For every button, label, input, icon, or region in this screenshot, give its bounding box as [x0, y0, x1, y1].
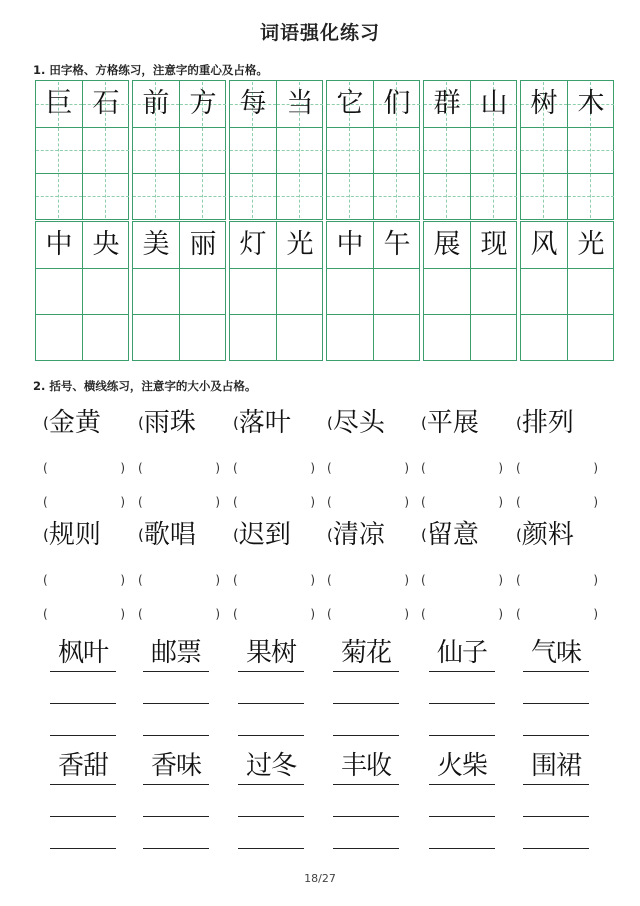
practice-square[interactable]	[83, 127, 129, 174]
practice-square[interactable]	[327, 173, 373, 220]
model-character: 石	[92, 88, 120, 119]
paren-open: (	[43, 461, 48, 475]
paren-open: (	[516, 526, 522, 544]
paren-open: (	[43, 607, 48, 621]
section-1-heading: 1. 田字格、方格练习，注意字的重心及占格。	[33, 63, 268, 77]
practice-square[interactable]	[133, 314, 179, 361]
paren-open: (	[43, 414, 49, 432]
line-word: 枫叶	[57, 638, 108, 668]
paren-open: (	[516, 607, 521, 621]
practice-square[interactable]	[327, 268, 373, 315]
empty-bracket-blank[interactable]	[43, 494, 125, 510]
paren-open: (	[138, 495, 143, 509]
bracket-word-text: 雨珠	[143, 408, 196, 438]
paren-open: (	[421, 414, 427, 432]
paren-close: )	[120, 573, 125, 587]
bracket-word	[327, 520, 385, 550]
paren-open: (	[233, 414, 239, 432]
practice-square[interactable]	[230, 127, 276, 174]
paren-open: (	[421, 461, 426, 475]
practice-square[interactable]	[36, 268, 82, 315]
practice-square[interactable]	[133, 173, 179, 220]
bracket-word-text: 颜料	[521, 520, 574, 550]
word-cell	[326, 221, 420, 361]
writing-line[interactable]	[238, 816, 304, 817]
word-cell	[326, 80, 420, 220]
paren-close: )	[310, 607, 315, 621]
writing-line[interactable]	[238, 703, 304, 704]
paren-open: (	[43, 573, 48, 587]
bracket-word	[421, 520, 479, 550]
word-cell	[132, 221, 226, 361]
practice-square[interactable]	[521, 268, 567, 315]
practice-square[interactable]	[36, 127, 82, 174]
char-column	[276, 222, 323, 360]
practice-square[interactable]	[277, 127, 323, 174]
empty-bracket-blank[interactable]	[233, 460, 315, 476]
model-character: 木	[577, 88, 605, 119]
bracket-word-text: 歌唱	[143, 520, 196, 550]
practice-square[interactable]	[374, 268, 420, 315]
word-cell	[132, 80, 226, 220]
practice-square[interactable]	[180, 127, 226, 174]
line-word: 气味	[530, 638, 581, 668]
model-character: 群	[433, 88, 461, 119]
practice-square[interactable]	[180, 314, 226, 361]
practice-square[interactable]	[277, 268, 323, 315]
word-cell	[423, 221, 517, 361]
model-character: 中	[45, 229, 73, 260]
empty-bracket-blank[interactable]	[233, 494, 315, 510]
paren-close: )	[310, 495, 315, 509]
writing-line[interactable]	[429, 703, 495, 704]
empty-bracket-blank[interactable]	[327, 494, 409, 510]
paren-close: )	[498, 495, 503, 509]
practice-square[interactable]	[568, 268, 614, 315]
char-column	[521, 81, 567, 219]
model-character: 展	[433, 229, 461, 260]
model-character: 它	[336, 88, 364, 119]
practice-square[interactable]	[374, 127, 420, 174]
word-underline	[238, 671, 304, 672]
empty-bracket-blank[interactable]	[233, 572, 315, 588]
paren-close: )	[404, 607, 409, 621]
practice-square[interactable]	[424, 268, 470, 315]
bracket-word-text: 迟到	[238, 520, 291, 550]
writing-line[interactable]	[429, 816, 495, 817]
bracket-word	[138, 408, 196, 438]
bracket-word-text: 平展	[426, 408, 479, 438]
practice-square[interactable]	[471, 127, 517, 174]
paren-open: (	[233, 461, 238, 475]
writing-line[interactable]	[523, 703, 589, 704]
word-underline	[238, 784, 304, 785]
paren-open: (	[516, 461, 521, 475]
tianzige-row-2	[35, 221, 609, 361]
paren-close: )	[215, 573, 220, 587]
bracket-word	[516, 520, 574, 550]
word-underline	[523, 671, 589, 672]
writing-line[interactable]	[50, 816, 116, 817]
paren-open: (	[138, 526, 144, 544]
practice-square[interactable]	[83, 314, 129, 361]
bracket-word	[43, 408, 101, 438]
practice-square[interactable]	[471, 314, 517, 361]
empty-bracket-blank[interactable]	[138, 572, 220, 588]
practice-square[interactable]	[424, 127, 470, 174]
empty-bracket-blank[interactable]	[43, 460, 125, 476]
paren-open: (	[327, 526, 333, 544]
writing-line[interactable]	[50, 735, 116, 736]
word-underline	[143, 784, 209, 785]
paren-open: (	[233, 495, 238, 509]
char-column	[276, 81, 323, 219]
word-underline	[333, 671, 399, 672]
paren-close: )	[498, 461, 503, 475]
char-column	[36, 81, 82, 219]
model-character: 前	[142, 88, 170, 119]
paren-open: (	[138, 573, 143, 587]
char-column	[327, 81, 373, 219]
practice-square[interactable]	[374, 314, 420, 361]
char-column	[179, 81, 226, 219]
empty-bracket-blank[interactable]	[516, 460, 598, 476]
char-column	[133, 81, 179, 219]
paren-close: )	[120, 607, 125, 621]
char-column	[470, 222, 517, 360]
paren-close: )	[310, 461, 315, 475]
writing-line[interactable]	[429, 848, 495, 849]
paren-open: (	[421, 607, 426, 621]
practice-square[interactable]	[36, 314, 82, 361]
word-underline	[143, 671, 209, 672]
word-cell	[423, 80, 517, 220]
tianzige-row-1	[35, 80, 609, 220]
practice-square[interactable]	[568, 314, 614, 361]
line-word: 仙子	[436, 638, 487, 668]
practice-square[interactable]	[424, 314, 470, 361]
model-character: 山	[480, 88, 508, 119]
writing-line[interactable]	[523, 735, 589, 736]
char-column	[567, 222, 614, 360]
char-column	[567, 81, 614, 219]
practice-square[interactable]	[327, 314, 373, 361]
line-word: 果树	[245, 638, 296, 668]
model-character: 丽	[189, 229, 217, 260]
model-character: 当	[286, 88, 314, 119]
paren-open: (	[327, 414, 333, 432]
char-column	[470, 81, 517, 219]
writing-line[interactable]	[238, 735, 304, 736]
line-word: 围裙	[530, 751, 581, 781]
word-underline	[50, 784, 116, 785]
model-character: 风	[530, 229, 558, 260]
paren-open: (	[516, 495, 521, 509]
writing-line[interactable]	[143, 848, 209, 849]
empty-bracket-blank[interactable]	[138, 494, 220, 510]
empty-bracket-blank[interactable]	[421, 494, 503, 510]
char-column	[424, 81, 470, 219]
empty-bracket-blank[interactable]	[421, 460, 503, 476]
writing-line[interactable]	[333, 703, 399, 704]
empty-bracket-blank[interactable]	[138, 460, 220, 476]
char-column	[521, 222, 567, 360]
paren-close: )	[120, 495, 125, 509]
paren-open: (	[327, 607, 332, 621]
word-underline	[523, 784, 589, 785]
practice-square[interactable]	[36, 173, 82, 220]
word-cell	[520, 80, 614, 220]
writing-line[interactable]	[143, 816, 209, 817]
model-character: 方	[189, 88, 217, 119]
line-word: 丰收	[340, 751, 391, 781]
empty-bracket-blank[interactable]	[421, 572, 503, 588]
word-underline	[429, 784, 495, 785]
practice-square[interactable]	[230, 314, 276, 361]
char-column	[133, 222, 179, 360]
empty-bracket-blank[interactable]	[516, 494, 598, 510]
paren-close: )	[498, 607, 503, 621]
paren-open: (	[233, 526, 239, 544]
paren-open: (	[233, 607, 238, 621]
paren-close: )	[593, 573, 598, 587]
line-word: 香味	[150, 751, 201, 781]
model-character: 光	[577, 229, 605, 260]
writing-line[interactable]	[333, 816, 399, 817]
paren-close: )	[404, 573, 409, 587]
model-character: 树	[530, 88, 558, 119]
paren-open: (	[516, 573, 521, 587]
model-character: 央	[92, 229, 120, 260]
bracket-word-text: 金黄	[48, 408, 101, 438]
empty-bracket-blank[interactable]	[421, 606, 503, 622]
bracket-word	[421, 408, 479, 438]
paren-open: (	[327, 461, 332, 475]
word-cell	[35, 80, 129, 220]
practice-square[interactable]	[568, 173, 614, 220]
word-cell	[229, 80, 323, 220]
paren-close: )	[593, 607, 598, 621]
writing-line[interactable]	[333, 735, 399, 736]
char-column	[36, 222, 82, 360]
bracket-word-text: 排列	[521, 408, 574, 438]
bracket-word	[43, 520, 101, 550]
model-character: 光	[286, 229, 314, 260]
practice-square[interactable]	[83, 173, 129, 220]
paren-close: )	[215, 495, 220, 509]
practice-square[interactable]	[568, 127, 614, 174]
paren-close: )	[593, 495, 598, 509]
practice-square[interactable]	[374, 173, 420, 220]
practice-square[interactable]	[471, 268, 517, 315]
bracket-word-text: 规则	[48, 520, 101, 550]
char-column	[230, 222, 276, 360]
line-word: 火柴	[436, 751, 487, 781]
paren-open: (	[138, 414, 144, 432]
writing-line[interactable]	[50, 848, 116, 849]
empty-bracket-blank[interactable]	[43, 572, 125, 588]
practice-square[interactable]	[133, 127, 179, 174]
paren-open: (	[327, 573, 332, 587]
bracket-word	[516, 408, 574, 438]
practice-square[interactable]	[83, 268, 129, 315]
practice-square[interactable]	[327, 127, 373, 174]
word-underline	[429, 671, 495, 672]
bracket-word	[327, 408, 385, 438]
paren-close: )	[310, 573, 315, 587]
writing-line[interactable]	[143, 703, 209, 704]
line-word: 菊花	[340, 638, 391, 668]
word-cell	[520, 221, 614, 361]
writing-line[interactable]	[143, 735, 209, 736]
char-column	[179, 222, 226, 360]
char-column	[327, 222, 373, 360]
writing-line[interactable]	[523, 848, 589, 849]
model-character: 灯	[239, 229, 267, 260]
paren-close: )	[593, 461, 598, 475]
paren-close: )	[120, 461, 125, 475]
writing-line[interactable]	[238, 848, 304, 849]
paren-open: (	[138, 461, 143, 475]
empty-bracket-blank[interactable]	[327, 460, 409, 476]
bracket-word	[233, 408, 291, 438]
model-character: 现	[480, 229, 508, 260]
bracket-word-text: 留意	[426, 520, 479, 550]
practice-square[interactable]	[133, 268, 179, 315]
practice-square[interactable]	[180, 268, 226, 315]
paren-open: (	[233, 573, 238, 587]
char-column	[82, 222, 129, 360]
empty-bracket-blank[interactable]	[516, 572, 598, 588]
empty-bracket-blank[interactable]	[327, 606, 409, 622]
paren-open: (	[421, 495, 426, 509]
practice-square[interactable]	[230, 173, 276, 220]
practice-square[interactable]	[521, 314, 567, 361]
paren-open: (	[421, 526, 427, 544]
bracket-word-text: 落叶	[238, 408, 291, 438]
section-2-heading: 2. 括号、横线练习，注意字的大小及占格。	[33, 379, 257, 393]
empty-bracket-blank[interactable]	[43, 606, 125, 622]
line-word: 邮票	[150, 638, 201, 668]
paren-open: (	[421, 573, 426, 587]
word-underline	[333, 784, 399, 785]
paren-open: (	[43, 526, 49, 544]
line-word: 过冬	[245, 751, 296, 781]
paren-open: (	[516, 414, 522, 432]
char-column	[230, 81, 276, 219]
practice-square[interactable]	[277, 314, 323, 361]
paren-open: (	[327, 495, 332, 509]
model-character: 中	[336, 229, 364, 260]
practice-square[interactable]	[521, 173, 567, 220]
empty-bracket-blank[interactable]	[516, 606, 598, 622]
practice-square[interactable]	[424, 173, 470, 220]
paren-open: (	[138, 607, 143, 621]
char-column	[424, 222, 470, 360]
model-character: 巨	[45, 88, 73, 119]
char-column	[373, 81, 420, 219]
model-character: 美	[142, 229, 170, 260]
char-column	[373, 222, 420, 360]
bracket-word	[233, 520, 291, 550]
bracket-word-text: 尽头	[332, 408, 385, 438]
empty-bracket-blank[interactable]	[327, 572, 409, 588]
writing-line[interactable]	[523, 816, 589, 817]
char-column	[82, 81, 129, 219]
model-character: 午	[383, 229, 411, 260]
model-character: 们	[383, 88, 411, 119]
page-title: 词语强化练习	[259, 22, 380, 44]
writing-line[interactable]	[333, 848, 399, 849]
practice-square[interactable]	[180, 173, 226, 220]
word-cell	[229, 221, 323, 361]
word-underline	[50, 671, 116, 672]
bracket-word-text: 清凉	[332, 520, 385, 550]
practice-square[interactable]	[521, 127, 567, 174]
paren-open: (	[43, 495, 48, 509]
word-cell	[35, 221, 129, 361]
writing-line[interactable]	[429, 735, 495, 736]
writing-line[interactable]	[50, 703, 116, 704]
practice-square[interactable]	[230, 268, 276, 315]
page-number: 18/27	[304, 872, 336, 885]
paren-close: )	[215, 461, 220, 475]
practice-square[interactable]	[471, 173, 517, 220]
bracket-word	[138, 520, 196, 550]
paren-close: )	[215, 607, 220, 621]
paren-close: )	[404, 495, 409, 509]
empty-bracket-blank[interactable]	[233, 606, 315, 622]
line-word: 香甜	[57, 751, 108, 781]
paren-close: )	[404, 461, 409, 475]
practice-square[interactable]	[277, 173, 323, 220]
paren-close: )	[498, 573, 503, 587]
model-character: 每	[239, 88, 267, 119]
empty-bracket-blank[interactable]	[138, 606, 220, 622]
